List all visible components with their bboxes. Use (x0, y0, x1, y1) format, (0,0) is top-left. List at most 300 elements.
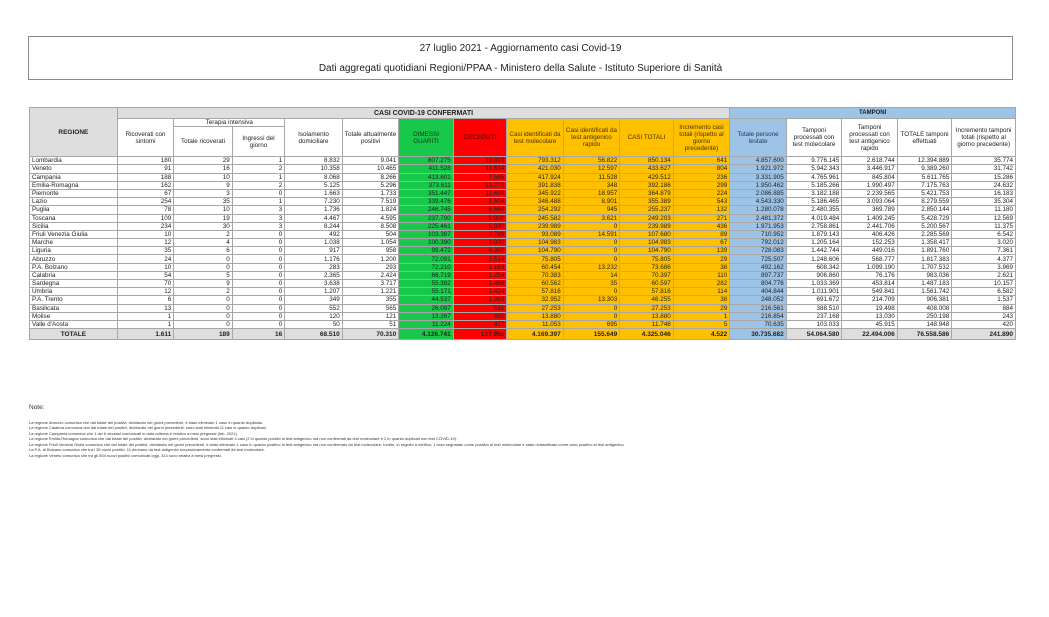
table-row (30, 181, 1016, 189)
data-cell: 449.016 (842, 247, 898, 255)
data-cell: 1.176 (285, 255, 343, 263)
data-cell: 4.360 (453, 247, 506, 255)
data-cell: 6.668 (453, 206, 506, 214)
totals-cell: 4.325.046 (620, 329, 673, 340)
data-cell: 3.789 (453, 230, 506, 238)
data-cell: 67 (673, 239, 730, 247)
data-cell: 0 (563, 304, 620, 312)
data-cell: 254.292 (507, 206, 564, 214)
data-cell: 2.514 (453, 255, 506, 263)
data-cell: 1 (232, 198, 284, 206)
data-cell: 12.569 (952, 214, 1016, 222)
data-cell: 66.719 (399, 271, 453, 279)
data-cell: 1.363 (453, 296, 506, 304)
data-cell: 421.030 (507, 165, 564, 173)
data-cell: 388.510 (786, 304, 842, 312)
data-cell: 29 (174, 157, 233, 165)
data-cell: 60.454 (507, 263, 564, 271)
data-cell: 249.203 (620, 214, 673, 222)
data-cell: 1.248.606 (786, 255, 842, 263)
data-cell: 51 (342, 320, 399, 328)
table-row (30, 247, 1016, 255)
data-cell: 10.358 (285, 165, 343, 173)
data-cell: 9.776.145 (786, 157, 842, 165)
data-cell: 250.198 (897, 312, 951, 320)
totals-cell: 30.735.682 (730, 329, 787, 340)
data-cell: 57.816 (620, 288, 673, 296)
col-totale-tamponi: TOTALE tamponi effettuati (897, 119, 951, 157)
totals-cell: 127.958 (453, 329, 506, 340)
data-cell: 214.709 (842, 296, 898, 304)
data-cell: 351.447 (399, 189, 453, 197)
data-cell: 591 (453, 304, 506, 312)
data-cell: 236 (673, 173, 730, 181)
data-cell: 100.390 (399, 239, 453, 247)
data-cell: 1.950.462 (730, 181, 787, 189)
data-cell: 70.383 (507, 271, 564, 279)
data-cell: 4.857.600 (730, 157, 787, 165)
totals-cell: 22.494.006 (842, 329, 898, 340)
data-cell: 14 (563, 271, 620, 279)
data-cell: 0 (232, 288, 284, 296)
data-cell: 453.814 (842, 280, 898, 288)
table-row (30, 230, 1016, 238)
data-cell: 180 (117, 157, 174, 165)
notes-list (29, 420, 1019, 459)
data-cell: 417.924 (507, 173, 564, 181)
data-cell: 8.279.559 (897, 198, 951, 206)
data-cell: 254 (117, 198, 174, 206)
data-cell: 70 (117, 280, 174, 288)
totals-cell: 1.611 (117, 329, 174, 340)
data-cell: 8.068 (285, 173, 343, 181)
data-cell: 2.424 (342, 271, 399, 279)
col-dimessi-guariti: DIMESSI GUARITI (399, 119, 453, 157)
data-cell: 109 (117, 214, 174, 222)
region-name-cell: Marche (30, 239, 118, 247)
data-cell: 1.891.760 (897, 247, 951, 255)
data-cell: 6 (174, 247, 233, 255)
data-cell: 1 (117, 312, 174, 320)
data-cell: 33.818 (453, 157, 506, 165)
data-cell: 1 (232, 157, 284, 165)
data-cell: 5.200.567 (897, 222, 951, 230)
totals-cell: 76.558.586 (897, 329, 951, 340)
data-cell: 234 (117, 222, 174, 230)
data-cell: 56.822 (563, 157, 620, 165)
data-cell: 436 (673, 222, 730, 230)
data-cell: 355.389 (620, 198, 673, 206)
data-cell: 12 (117, 239, 174, 247)
data-cell: 11.699 (453, 189, 506, 197)
data-cell: 917 (285, 247, 343, 255)
data-cell: 110 (673, 271, 730, 279)
data-cell: 3 (174, 189, 233, 197)
data-cell: 3.717 (342, 280, 399, 288)
col-ricoverati: Ricoverati con sintomi (117, 119, 174, 157)
data-cell: 24 (117, 255, 174, 263)
region-name-cell: Campania (30, 173, 118, 181)
data-cell: 492.162 (730, 263, 787, 271)
data-cell: 91 (117, 165, 174, 173)
data-cell: 5 (673, 320, 730, 328)
data-cell: 2.850.144 (897, 206, 951, 214)
data-cell: 24.632 (952, 181, 1016, 189)
data-cell: 4.595 (342, 214, 399, 222)
data-cell: 75.805 (507, 255, 564, 263)
data-cell: 2 (174, 230, 233, 238)
data-cell: 2 (232, 165, 284, 173)
data-cell: 26.097 (399, 304, 453, 312)
data-cell: 695 (563, 320, 620, 328)
data-cell: 983.036 (897, 271, 951, 279)
data-cell: 271 (673, 214, 730, 222)
data-cell: 283 (285, 263, 343, 271)
table-row (30, 288, 1016, 296)
data-cell: 0 (174, 312, 233, 320)
data-cell: 8.508 (342, 222, 399, 230)
data-cell: 8.266 (342, 173, 399, 181)
data-cell: 237.700 (399, 214, 453, 222)
data-cell: 345.922 (507, 189, 564, 197)
data-cell: 29 (673, 304, 730, 312)
data-cell: 4.543.330 (730, 198, 787, 206)
data-cell: 12.394.889 (897, 157, 951, 165)
data-cell: 725.507 (730, 255, 787, 263)
data-cell: 9.041 (342, 157, 399, 165)
data-cell: 188 (117, 173, 174, 181)
data-cell: 0 (232, 312, 284, 320)
data-cell: 792.012 (730, 239, 787, 247)
data-cell: 45.915 (842, 320, 898, 328)
data-cell: 0 (232, 239, 284, 247)
data-cell: 44.537 (399, 296, 453, 304)
data-cell: 104.983 (620, 239, 673, 247)
data-cell: 13.279 (453, 181, 506, 189)
data-cell: 11.634 (453, 165, 506, 173)
data-cell: 60.597 (620, 280, 673, 288)
data-cell: 348 (563, 181, 620, 189)
data-cell: 710.952 (730, 230, 787, 238)
data-cell: 0 (232, 280, 284, 288)
data-cell: 114 (673, 288, 730, 296)
data-cell: 19 (174, 214, 233, 222)
data-cell: 3.093.064 (842, 198, 898, 206)
data-cell: 0 (232, 230, 284, 238)
region-name-cell: Basilicata (30, 304, 118, 312)
data-cell: 804 (673, 165, 730, 173)
note-line: La regione Abruzzo comunica che dal totale dei positivi, dichiarato nei giorni precedenti, è stato eliminato 1 caso in quanto duplicato. (29, 419, 264, 425)
data-cell: 355 (342, 296, 399, 304)
data-cell: 10 (174, 173, 233, 181)
data-cell: 27.253 (620, 304, 673, 312)
data-cell: 216.561 (730, 304, 787, 312)
region-header: REGIONE (30, 108, 118, 157)
data-cell: 18.957 (563, 189, 620, 197)
region-name-cell: Valle d'Aosta (30, 320, 118, 328)
totals-cell: 4.522 (673, 329, 730, 340)
data-cell: 14.591 (563, 230, 620, 238)
table-row (30, 173, 1016, 181)
region-name-cell: Puglia (30, 206, 118, 214)
data-cell: 5 (174, 271, 233, 279)
data-cell: 1.038 (285, 239, 343, 247)
data-cell: 12 (117, 288, 174, 296)
data-cell: 349 (285, 296, 343, 304)
data-cell: 0 (232, 255, 284, 263)
data-cell: 641 (673, 157, 730, 165)
note-line: La regione Campania comunica che 1 dei 6 decessi comunicati in data odierna è relativo a mesi pregressi (feb. 2021). (29, 430, 239, 436)
data-cell: 132 (673, 206, 730, 214)
data-cell: 7.175.763 (897, 181, 951, 189)
totals-cell: 54.064.580 (786, 329, 842, 340)
data-cell: 406.426 (842, 230, 898, 238)
data-cell: 9 (174, 181, 233, 189)
data-cell: 411.528 (399, 165, 453, 173)
data-cell: 1.736 (285, 206, 343, 214)
data-cell: 420 (952, 320, 1016, 328)
col-incremento-casi: Incremento casi totali (rispetto al giorno precedente) (673, 119, 730, 157)
confirmed-cases-banner: CASI COVID-19 CONFERMATI (117, 108, 729, 119)
data-cell: 4.377 (952, 255, 1016, 263)
data-cell: 46.255 (620, 296, 673, 304)
data-cell: 549.841 (842, 288, 898, 296)
report-title: 27 luglio 2021 - Aggiornamento casi Covid-19 (419, 43, 622, 54)
table-row (30, 263, 1016, 271)
data-cell: 103.387 (399, 230, 453, 238)
data-cell: 1.537 (952, 296, 1016, 304)
data-cell: 1.990.497 (842, 181, 898, 189)
data-cell: 16 (174, 165, 233, 173)
data-cell: 364.879 (620, 189, 673, 197)
data-cell: 10 (117, 263, 174, 271)
data-cell: 1.561.742 (897, 288, 951, 296)
totals-cell: 4.126.741 (399, 329, 453, 340)
data-cell: 552 (285, 304, 343, 312)
data-cell: 67 (117, 189, 174, 197)
data-cell: 2.481.372 (730, 214, 787, 222)
region-name-cell: Emilia-Romagna (30, 181, 118, 189)
data-cell: 9 (174, 280, 233, 288)
data-cell: 7.361 (952, 247, 1016, 255)
data-cell: 6.030 (453, 222, 506, 230)
data-cell: 246.745 (399, 206, 453, 214)
note-line: La regione Emilia-Romagna comunica che dal totale dei positivi, dichiarato nei giorni precedenti, sono stati eliminati 4 casi (2 in quanto positivi al test antigenico ma non confermati da test molecolare e 2 in quanto duplicati non test COVID-19). (29, 436, 458, 441)
data-cell: 1.054 (342, 239, 399, 247)
table-row (30, 312, 1016, 320)
data-cell: 0 (174, 263, 233, 271)
data-cell: 473 (453, 320, 506, 328)
data-cell: 13.880 (507, 312, 564, 320)
col-totale-ricoverati: Totale ricoverati (174, 127, 233, 157)
data-cell: 0 (563, 247, 620, 255)
data-cell: 293 (342, 263, 399, 271)
data-cell: 8.504 (453, 198, 506, 206)
table-row (30, 320, 1016, 328)
data-cell: 6.542 (952, 230, 1016, 238)
data-cell: 15.286 (952, 173, 1016, 181)
data-cell: 1.487.183 (897, 280, 951, 288)
table-body (30, 157, 1016, 329)
data-cell: 5.428.729 (897, 214, 951, 222)
table-row (30, 280, 1016, 288)
data-cell: 103.033 (786, 320, 842, 328)
data-cell: 237.168 (786, 312, 842, 320)
data-cell: 70.397 (620, 271, 673, 279)
data-cell: 29 (673, 255, 730, 263)
data-cell: 60.562 (507, 280, 564, 288)
col-casi-molecolare: Casi identificati da test molecolare (507, 119, 564, 157)
region-name-cell: Sardegna (30, 280, 118, 288)
region-name-cell: Liguria (30, 247, 118, 255)
data-cell: 10 (174, 206, 233, 214)
data-cell: 12.597 (563, 165, 620, 173)
data-cell: 9.389.260 (897, 165, 951, 173)
data-cell: 0 (232, 320, 284, 328)
totals-cell: 4.169.397 (507, 329, 564, 340)
data-cell: 57.816 (507, 288, 564, 296)
data-cell: 4.765.961 (786, 173, 842, 181)
col-incremento-tamponi: Incremento tamponi totali (rispetto al giorno precedente) (952, 119, 1016, 157)
data-cell: 1.817.383 (897, 255, 951, 263)
data-cell: 0 (174, 304, 233, 312)
data-cell: 608.342 (786, 263, 842, 271)
data-cell: 1.409.245 (842, 214, 898, 222)
totals-row (30, 329, 1016, 340)
data-cell: 282 (673, 280, 730, 288)
region-name-cell: Sicilia (30, 222, 118, 230)
data-cell: 5.421.753 (897, 189, 951, 197)
col-isolamento: Isolamento domiciliare (285, 119, 343, 157)
data-cell: 0 (563, 255, 620, 263)
data-cell: 75.805 (620, 255, 673, 263)
data-cell: 2.086.885 (730, 189, 787, 197)
covid-data-table (29, 107, 1016, 340)
data-cell: 0 (232, 189, 284, 197)
data-cell: 2.239.565 (842, 189, 898, 197)
data-cell: 35.774 (952, 157, 1016, 165)
report-subtitle: Dati aggregati quotidiani Regioni/PPAA - Ministero della Salute - Istituto Superiore di Sanità (318, 63, 723, 74)
report-header (28, 36, 1013, 80)
data-cell: 8.901 (563, 198, 620, 206)
data-cell: 884 (952, 304, 1016, 312)
region-name-cell: Abruzzo (30, 255, 118, 263)
data-cell: 0 (232, 304, 284, 312)
data-cell: 5.296 (342, 181, 399, 189)
region-name-cell: Piemonte (30, 189, 118, 197)
data-cell: 38 (673, 296, 730, 304)
data-cell: 2.365 (285, 271, 343, 279)
data-cell: 3 (232, 214, 284, 222)
data-cell: 1.221 (342, 288, 399, 296)
data-cell: 13.232 (563, 263, 620, 271)
data-cell: 906.381 (897, 296, 951, 304)
data-cell: 807.275 (399, 157, 453, 165)
data-cell: 4 (174, 239, 233, 247)
region-name-cell: P.A. Trento (30, 296, 118, 304)
data-cell: 32.952 (507, 296, 564, 304)
data-cell: 2.621 (952, 271, 1016, 279)
data-cell: 216.854 (730, 312, 787, 320)
data-cell: 1 (673, 312, 730, 320)
data-cell: 0 (232, 296, 284, 304)
data-cell: 2 (174, 288, 233, 296)
region-name-cell: Calabria (30, 271, 118, 279)
data-cell: 4.467 (285, 214, 343, 222)
data-cell: 1.254 (453, 271, 506, 279)
data-cell: 5.186.465 (786, 198, 842, 206)
data-cell: 1.207 (285, 288, 343, 296)
data-cell: 104.790 (620, 247, 673, 255)
data-cell: 35 (174, 198, 233, 206)
data-cell: 72.210 (399, 263, 453, 271)
data-cell: 1.424 (453, 288, 506, 296)
table-row (30, 304, 1016, 312)
col-persone-testate: Totale persone testate (730, 119, 787, 157)
data-cell: 3.331.905 (730, 173, 787, 181)
totals-label: TOTALE (30, 329, 118, 340)
data-cell: 6.582 (952, 288, 1016, 296)
col-casi-totali: CASI TOTALI (620, 119, 673, 157)
data-cell: 691.672 (786, 296, 842, 304)
data-cell: 1.205.164 (786, 239, 842, 247)
data-cell: 3.621 (563, 214, 620, 222)
data-cell: 1.099.190 (842, 263, 898, 271)
data-cell: 11.375 (952, 222, 1016, 230)
col-tamponi-antigenico: Tamponi processati con test antigenico rapido (842, 119, 898, 157)
data-cell: 2.618.744 (842, 157, 898, 165)
data-cell: 148.948 (897, 320, 951, 328)
data-cell: 3 (232, 222, 284, 230)
note-line: La P.A. di Bolzano comunica che tra i 35 nuovi positivi, 11 derivano da test antigenici successivamente confermati da test molecolare. (29, 447, 265, 452)
data-cell: 38 (673, 263, 730, 271)
data-cell: 408.008 (897, 304, 951, 312)
data-cell: 5.942.343 (786, 165, 842, 173)
col-ingressi-giorno: Ingressi del giorno (232, 127, 284, 157)
data-cell: 50 (285, 320, 343, 328)
data-cell: 3.020 (952, 239, 1016, 247)
data-cell: 72.091 (399, 255, 453, 263)
data-cell: 369.789 (842, 206, 898, 214)
terapia-intensiva-group: Terapia intensiva (174, 119, 285, 127)
data-cell: 11.528 (563, 173, 620, 181)
data-cell: 0 (232, 263, 284, 271)
data-cell: 1.200 (342, 255, 399, 263)
data-cell: 0 (232, 247, 284, 255)
data-cell: 1 (117, 320, 174, 328)
data-cell: 945 (563, 206, 620, 214)
data-cell: 13.880 (620, 312, 673, 320)
data-cell: 543 (673, 198, 730, 206)
data-cell: 1.011.901 (786, 288, 842, 296)
data-cell: 0 (563, 288, 620, 296)
table-row (30, 198, 1016, 206)
table-row (30, 165, 1016, 173)
data-cell: 120 (285, 312, 343, 320)
data-cell: 10.157 (952, 280, 1016, 288)
data-cell: 55.171 (399, 288, 453, 296)
data-cell: 19.498 (842, 304, 898, 312)
data-cell: 104.983 (507, 239, 564, 247)
data-cell: 0 (563, 312, 620, 320)
data-cell: 13.303 (563, 296, 620, 304)
col-casi-antigenico: Casi identificati da test antigenico rapido (563, 119, 620, 157)
region-name-cell: Lazio (30, 198, 118, 206)
data-cell: 30 (174, 222, 233, 230)
data-cell: 162 (117, 181, 174, 189)
data-cell: 1.358.417 (897, 239, 951, 247)
data-cell: 3.039 (453, 239, 506, 247)
